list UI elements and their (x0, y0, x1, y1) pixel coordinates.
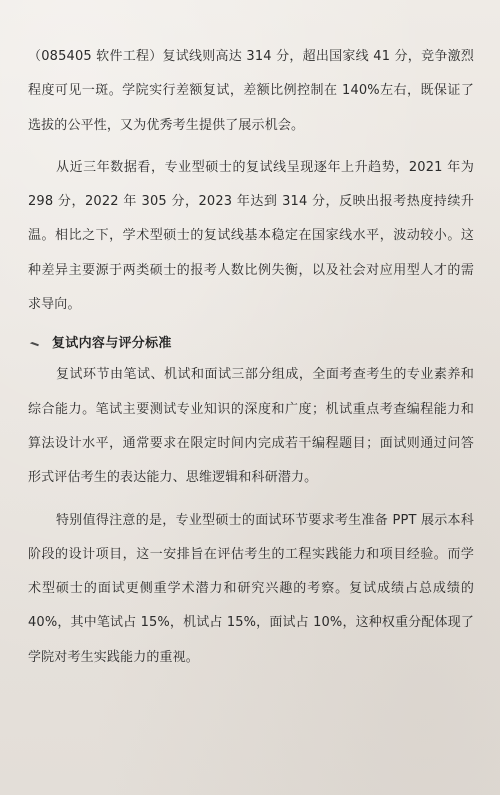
paragraph-gap (28, 496, 474, 504)
section-heading (28, 326, 474, 356)
paragraph-4: 特别值得注意的是，专业型硕士的面试环节要求考生准备 PPT 展示本科阶段的设计项目，这一安排旨在评估考生的工程实践能力和项目经验。而学术型硕士的面试更侧重学术潜力和研究兴趣的考察。复试成绩占总成绩的 40%，其中笔试占 15%，机试占 15%，面试占 10%，这种权重分配体现了学院对考生实践能力的重视。 (28, 512, 474, 665)
check-mark-icon (30, 335, 42, 347)
paragraph-2: 从近三年数据看，专业型硕士的复试线呈现逐年上升趋势，2021 年为 298 分，2022 年 305 分，2023 年达到 314 分，反映出报考热度持续升温。相比之下，学术型硕士的复试线基本稳定在国家线水平，波动较小。这种差异主要源于两类硕士的报考人数比例失衡，以及社会对应用型人才的需求导向。 (28, 159, 474, 313)
section-heading-title: 复试内容与评分标准 (52, 335, 172, 351)
paragraph-1: （085405 软件工程）复试线则高达 314 分，超出国家线 41 分，竞争激烈程度可见一斑。学院实行差额复试，差额比例控制在 140%左右，既保证了选拔的公平性，又为优秀考生提供了展示机会。 (28, 49, 474, 133)
paragraph-3: 复试环节由笔试、机试和面试三部分组成，全面考查考生的专业素养和综合能力。笔试主要测试专业知识的深度和广度；机试重点考查编程能力和算法设计水平，通常要求在限定时间内完成若干编程题目；面试则通过问答形式评估考生的表达能力、思维逻辑和科研潜力。 (28, 367, 474, 486)
paragraph-gap (28, 143, 474, 151)
